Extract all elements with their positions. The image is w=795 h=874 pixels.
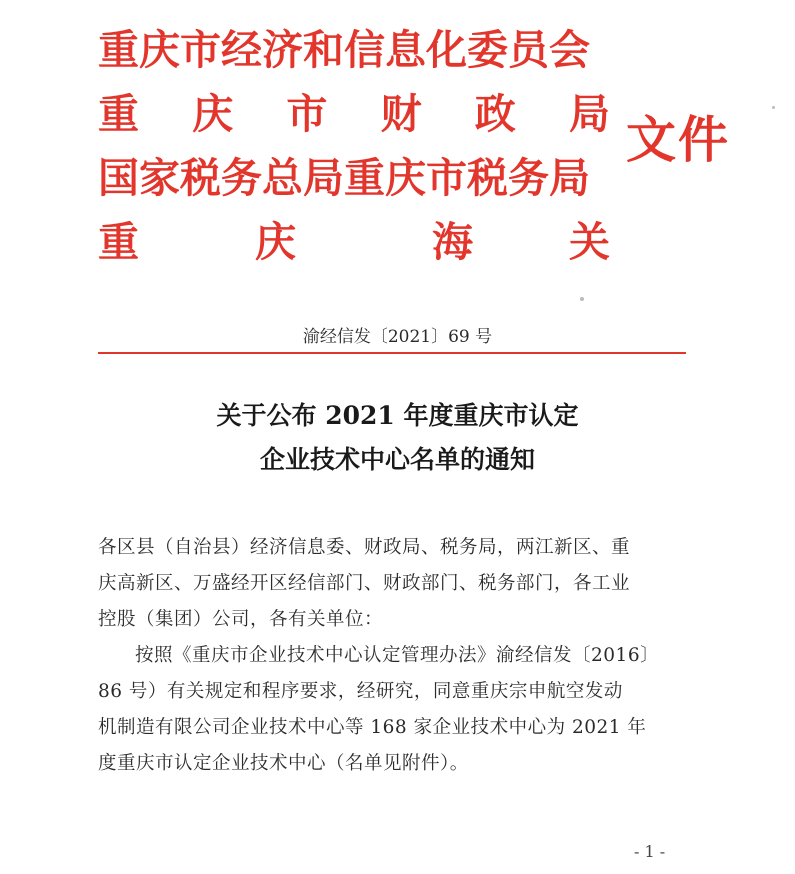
body-line: 度重庆市认定企业技术中心（名单见附件）。 [98,753,469,774]
issuer-char: 庆 [255,218,296,266]
scan-speck [580,297,584,301]
title-line-2: 企业技术中心名单的通知 [259,445,535,474]
issuer-char: 重 [98,218,139,266]
issuer-char: 市 [286,90,328,138]
issuer-tax-bureau: 国家税务总局重庆市税务局 [98,154,590,202]
body-line: 86 号）有关规定和程序要求，经研究，同意重庆宗申航空发动 [98,681,623,702]
issuer-finance-bureau [98,82,610,146]
body-line: 庆高新区、万盛经开区经信部门、财政部门、税务部门，各工业 [98,573,631,594]
issuer-economy-commission: 重庆市经济和信息化委员会 [98,26,590,74]
recipients [98,530,690,638]
body-line: 各区县（自治县）经济信息委、财政局、税务局，两江新区、重 [98,537,631,558]
issuer-char: 庆 [192,90,234,138]
issuer-char: 政 [474,90,516,138]
body-line: 机制造有限公司企业技术中心等 168 家企业技术中心为 2021 年 [98,717,647,738]
issuing-authorities [98,18,618,274]
body-line: 控股（集团）公司，各有关单位： [98,609,384,630]
document-body [98,530,690,782]
issuer-char: 海 [432,218,473,266]
scan-speck [772,106,775,109]
document-suffix: 文件 [626,110,730,169]
document-number: 渝经信发〔2021〕69 号 [302,327,493,347]
red-divider [98,352,686,354]
body-line: 按照《重庆市企业技术中心认定管理办法》渝经信发〔2016〕 [135,645,660,666]
main-paragraph [98,638,690,782]
page-number: - 1 - [634,842,666,861]
issuer-customs [98,210,610,274]
issuer-char: 重 [98,90,139,138]
document-title [0,394,795,482]
issuer-char: 关 [569,218,610,266]
issuer-char: 局 [568,90,610,138]
title-line-1: 关于公布 2021 年度重庆市认定 [216,401,579,430]
issuer-char: 财 [380,90,422,138]
